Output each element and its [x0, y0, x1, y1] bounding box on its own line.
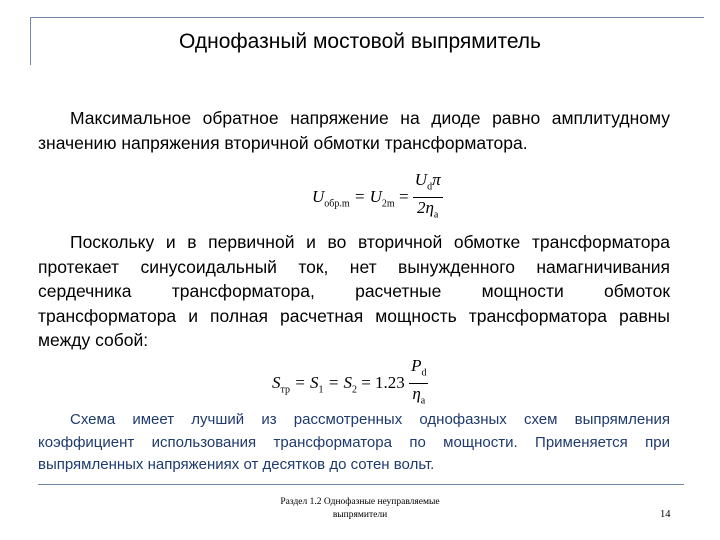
footer-line-1: Раздел 1.2 Однофазные неуправляемые — [280, 497, 440, 507]
slide-frame-top-line — [30, 17, 704, 18]
formula-reverse-voltage — [312, 170, 443, 226]
formula1-fraction — [413, 170, 443, 226]
formula2-s2: = S — [323, 372, 352, 392]
formula2-s2-sub: 2 — [351, 384, 357, 396]
formula1-mid-sub: 2m — [381, 198, 395, 210]
formula2-s1: = S — [290, 372, 319, 392]
formula1-den-sub: a — [433, 209, 439, 221]
formula2-num-sub: d — [421, 367, 427, 379]
paragraph-power — [38, 230, 670, 353]
formula1-eq: = — [394, 186, 413, 206]
footer-section-title — [250, 496, 470, 522]
formula2-s1-sub: 1 — [318, 384, 324, 396]
formula-transformer-power — [272, 356, 428, 412]
formula1-lhs-sub: обр.m — [324, 198, 350, 210]
paragraph-power-text: Поскольку и в первичной и во вторичной обмотке трансформатора протекает синусоидальный ток, нет вынужденного намагничивания сердечника трансформатора, расчетные мощности обмоток трансформатора и полная расчетная мощность трансформатора равны между собой: — [38, 232, 670, 350]
paragraph-conclusion-text: Схема имеет лучший из рассмотренных однофазных схем выпрямления коэффициент использования трансформатора по мощности. Применяется при выпрямленных напряжениях от десятков до сотен вольт. — [38, 411, 670, 473]
paragraph-reverse-voltage — [38, 106, 670, 155]
formula1-lhs: U — [312, 186, 325, 206]
formula2-lhs-sub: тр — [280, 384, 290, 396]
formula2-den-sub: a — [420, 395, 426, 407]
formula1-den: 2η — [416, 198, 434, 218]
slide-title: Однофазный мостовой выпрямитель — [178, 30, 541, 53]
page-number: 14 — [660, 509, 671, 520]
formula1-num: U — [414, 170, 428, 189]
formula2-fraction — [409, 356, 428, 412]
formula1-num-sub: d — [427, 181, 433, 193]
paragraph-reverse-voltage-text: Максимальное обратное напряжение на диоде равно амплитудному значению напряжения вторичной обмотки трансформатора. — [38, 108, 670, 153]
formula2-num: P — [411, 356, 422, 375]
formula1-mid: = U — [349, 186, 382, 206]
footer-divider — [38, 484, 684, 485]
formula2-den: η — [412, 384, 421, 404]
footer-line-2: выпрямители — [332, 510, 388, 520]
paragraph-conclusion — [38, 409, 670, 477]
formula2-coef: = 1.23 — [356, 372, 405, 392]
formula1-num-tail: π — [432, 170, 441, 189]
formula2-lhs: S — [272, 372, 281, 392]
